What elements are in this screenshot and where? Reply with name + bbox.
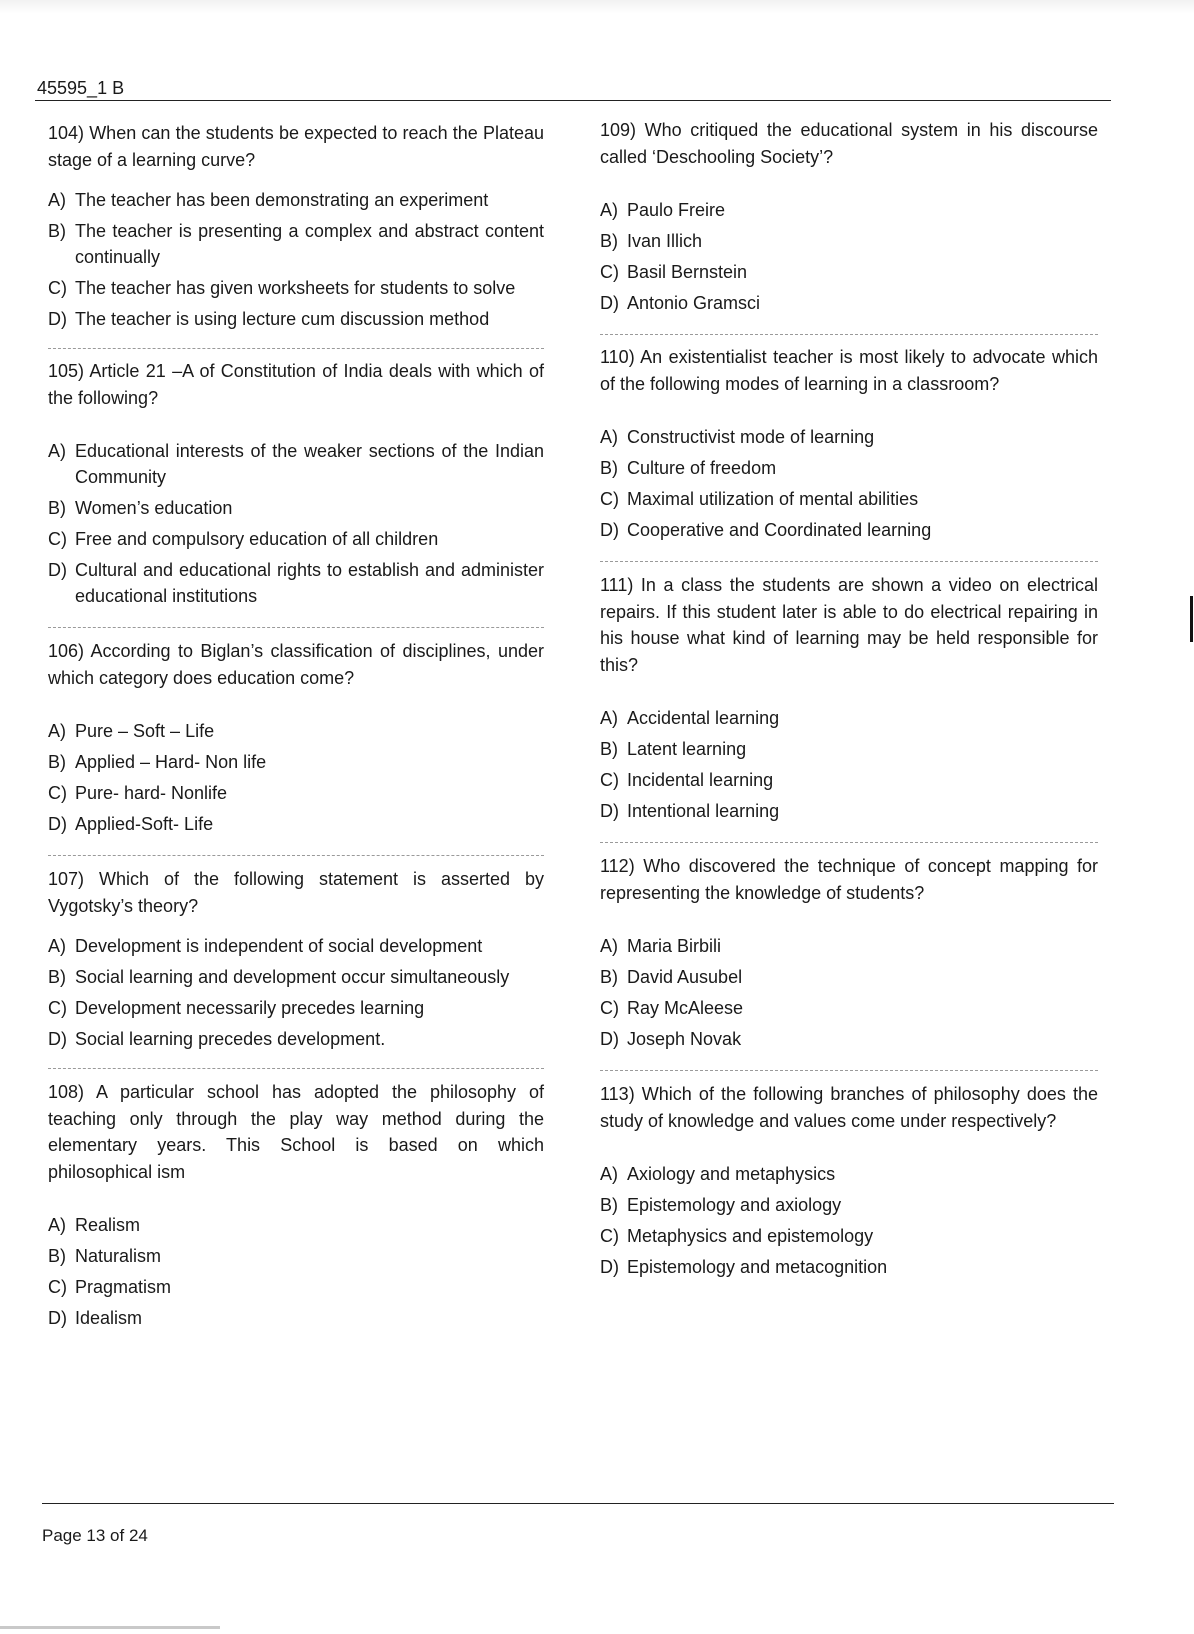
option-b: B) Ivan Illich [600,231,703,251]
option-b: B) Epistemology and axiology [600,1195,842,1215]
option-a: A) Constructivist mode of learning [600,427,875,447]
question-stem: 112) Who discovered the technique of concept mapping for representing the knowledge of students? [600,856,1098,903]
question-110 [600,344,1098,543]
question-divider [48,855,544,856]
option-list [48,187,544,332]
option-b: B) Social learning and development occur simultaneously [48,967,510,987]
question-stem: 104) When can the students be expected to reach the Plateau stage of a learning curve? [48,123,544,170]
option-b: B) Applied – Hard- Non life [48,752,267,772]
scan-edge-line [0,1626,220,1629]
question-stem: 111) In a class the students are shown a video on electrical repairs. If this student later is able to do electrical repairing in his house what kind of learning may be held responsible for this? [600,575,1098,675]
option-d: D) Applied-Soft- Life [48,814,214,834]
option-list [600,933,1098,1052]
header-divider [35,100,1111,101]
option-c: C) Metaphysics and epistemology [600,1226,874,1246]
question-111 [600,572,1098,824]
option-list [48,1212,544,1331]
question-stem: 108) A particular school has adopted the philosophy of teaching only through the play way method during the elementary years. This School is based on which philosophical ism [48,1082,544,1182]
option-c: C) Basil Bernstein [600,262,748,282]
option-c: C) Free and compulsory education of all children [48,529,439,549]
option-b: B) Women’s education [48,498,233,518]
question-divider [600,334,1098,335]
option-d: D) Antonio Gramsci [600,293,761,313]
question-105 [48,358,544,609]
footer-divider [42,1503,1114,1504]
option-a: A) Educational interests of the weaker sections of the Indian Community [48,441,544,487]
question-divider [48,348,544,349]
question-divider [48,1068,544,1069]
option-a: A) Realism [48,1215,141,1235]
option-a: A) Axiology and metaphysics [600,1164,836,1184]
option-b: B) Latent learning [600,739,747,759]
option-list [600,1161,1098,1280]
page-number: Page 13 of 24 [42,1526,148,1545]
option-b: B) Naturalism [48,1246,162,1266]
option-b: B) David Ausubel [600,967,743,987]
option-a: A) Maria Birbili [600,936,722,956]
option-a: A) Development is independent of social development [48,936,483,956]
question-stem: 109) Who critiqued the educational system in his discourse called ‘Deschooling Society’? [600,120,1098,167]
left-column [48,120,544,1331]
question-stem: 107) Which of the following statement is asserted by Vygotsky’s theory? [48,869,544,916]
option-list [600,705,1098,824]
option-b: B) Culture of freedom [600,458,777,478]
question-divider [600,561,1098,562]
option-list [48,438,544,609]
option-d: D) The teacher is using lecture cum discussion method [48,309,490,329]
scan-edge-mark [1190,596,1193,642]
question-divider [48,627,544,628]
question-stem: 106) According to Biglan’s classification of disciplines, under which category does education come? [48,641,544,688]
question-divider [600,1070,1098,1071]
option-a: A) The teacher has been demonstrating an experiment [48,190,489,210]
option-a: A) Paulo Freire [600,200,726,220]
question-divider [600,842,1098,843]
question-stem: 105) Article 21 –A of Constitution of India deals with which of the following? [48,361,544,408]
option-a: A) Pure – Soft – Life [48,721,215,741]
option-list [600,424,1098,543]
option-d: D) Intentional learning [600,801,780,821]
option-a: A) Accidental learning [600,708,780,728]
option-c: C) Maximal utilization of mental abilities [600,489,919,509]
option-c: C) Pragmatism [48,1277,172,1297]
question-107 [48,866,544,1052]
option-c: C) The teacher has given worksheets for students to solve [48,278,516,298]
option-d: D) Social learning precedes development. [48,1029,386,1049]
option-c: C) Ray McAleese [600,998,744,1018]
option-d: D) Cultural and educational rights to establish and administer educational institutions [48,560,544,606]
option-list [48,718,544,837]
option-b: B) The teacher is presenting a complex and abstract content continually [48,221,544,267]
option-d: D) Cooperative and Coordinated learning [600,520,932,540]
question-108 [48,1079,544,1331]
question-stem: 113) Which of the following branches of philosophy does the study of knowledge and values come under respectively? [600,1084,1098,1131]
option-c: C) Development necessarily precedes learning [48,998,425,1018]
question-104 [48,120,544,332]
option-d: D) Joseph Novak [600,1029,742,1049]
option-d: D) Epistemology and metacognition [600,1257,888,1277]
question-109 [600,117,1098,316]
question-stem: 110) An existentialist teacher is most likely to advocate which of the following modes of learning in a classroom? [600,347,1098,394]
option-list [600,197,1098,316]
paper-code: 45595_1 B [37,78,125,98]
option-c: C) Incidental learning [600,770,774,790]
question-113 [600,1081,1098,1280]
question-106 [48,638,544,837]
question-112 [600,853,1098,1052]
scan-shadow [0,0,1194,14]
option-c: C) Pure- hard- Nonlife [48,783,228,803]
option-d: D) Idealism [48,1308,143,1328]
option-list [48,933,544,1052]
right-column [600,117,1098,1280]
